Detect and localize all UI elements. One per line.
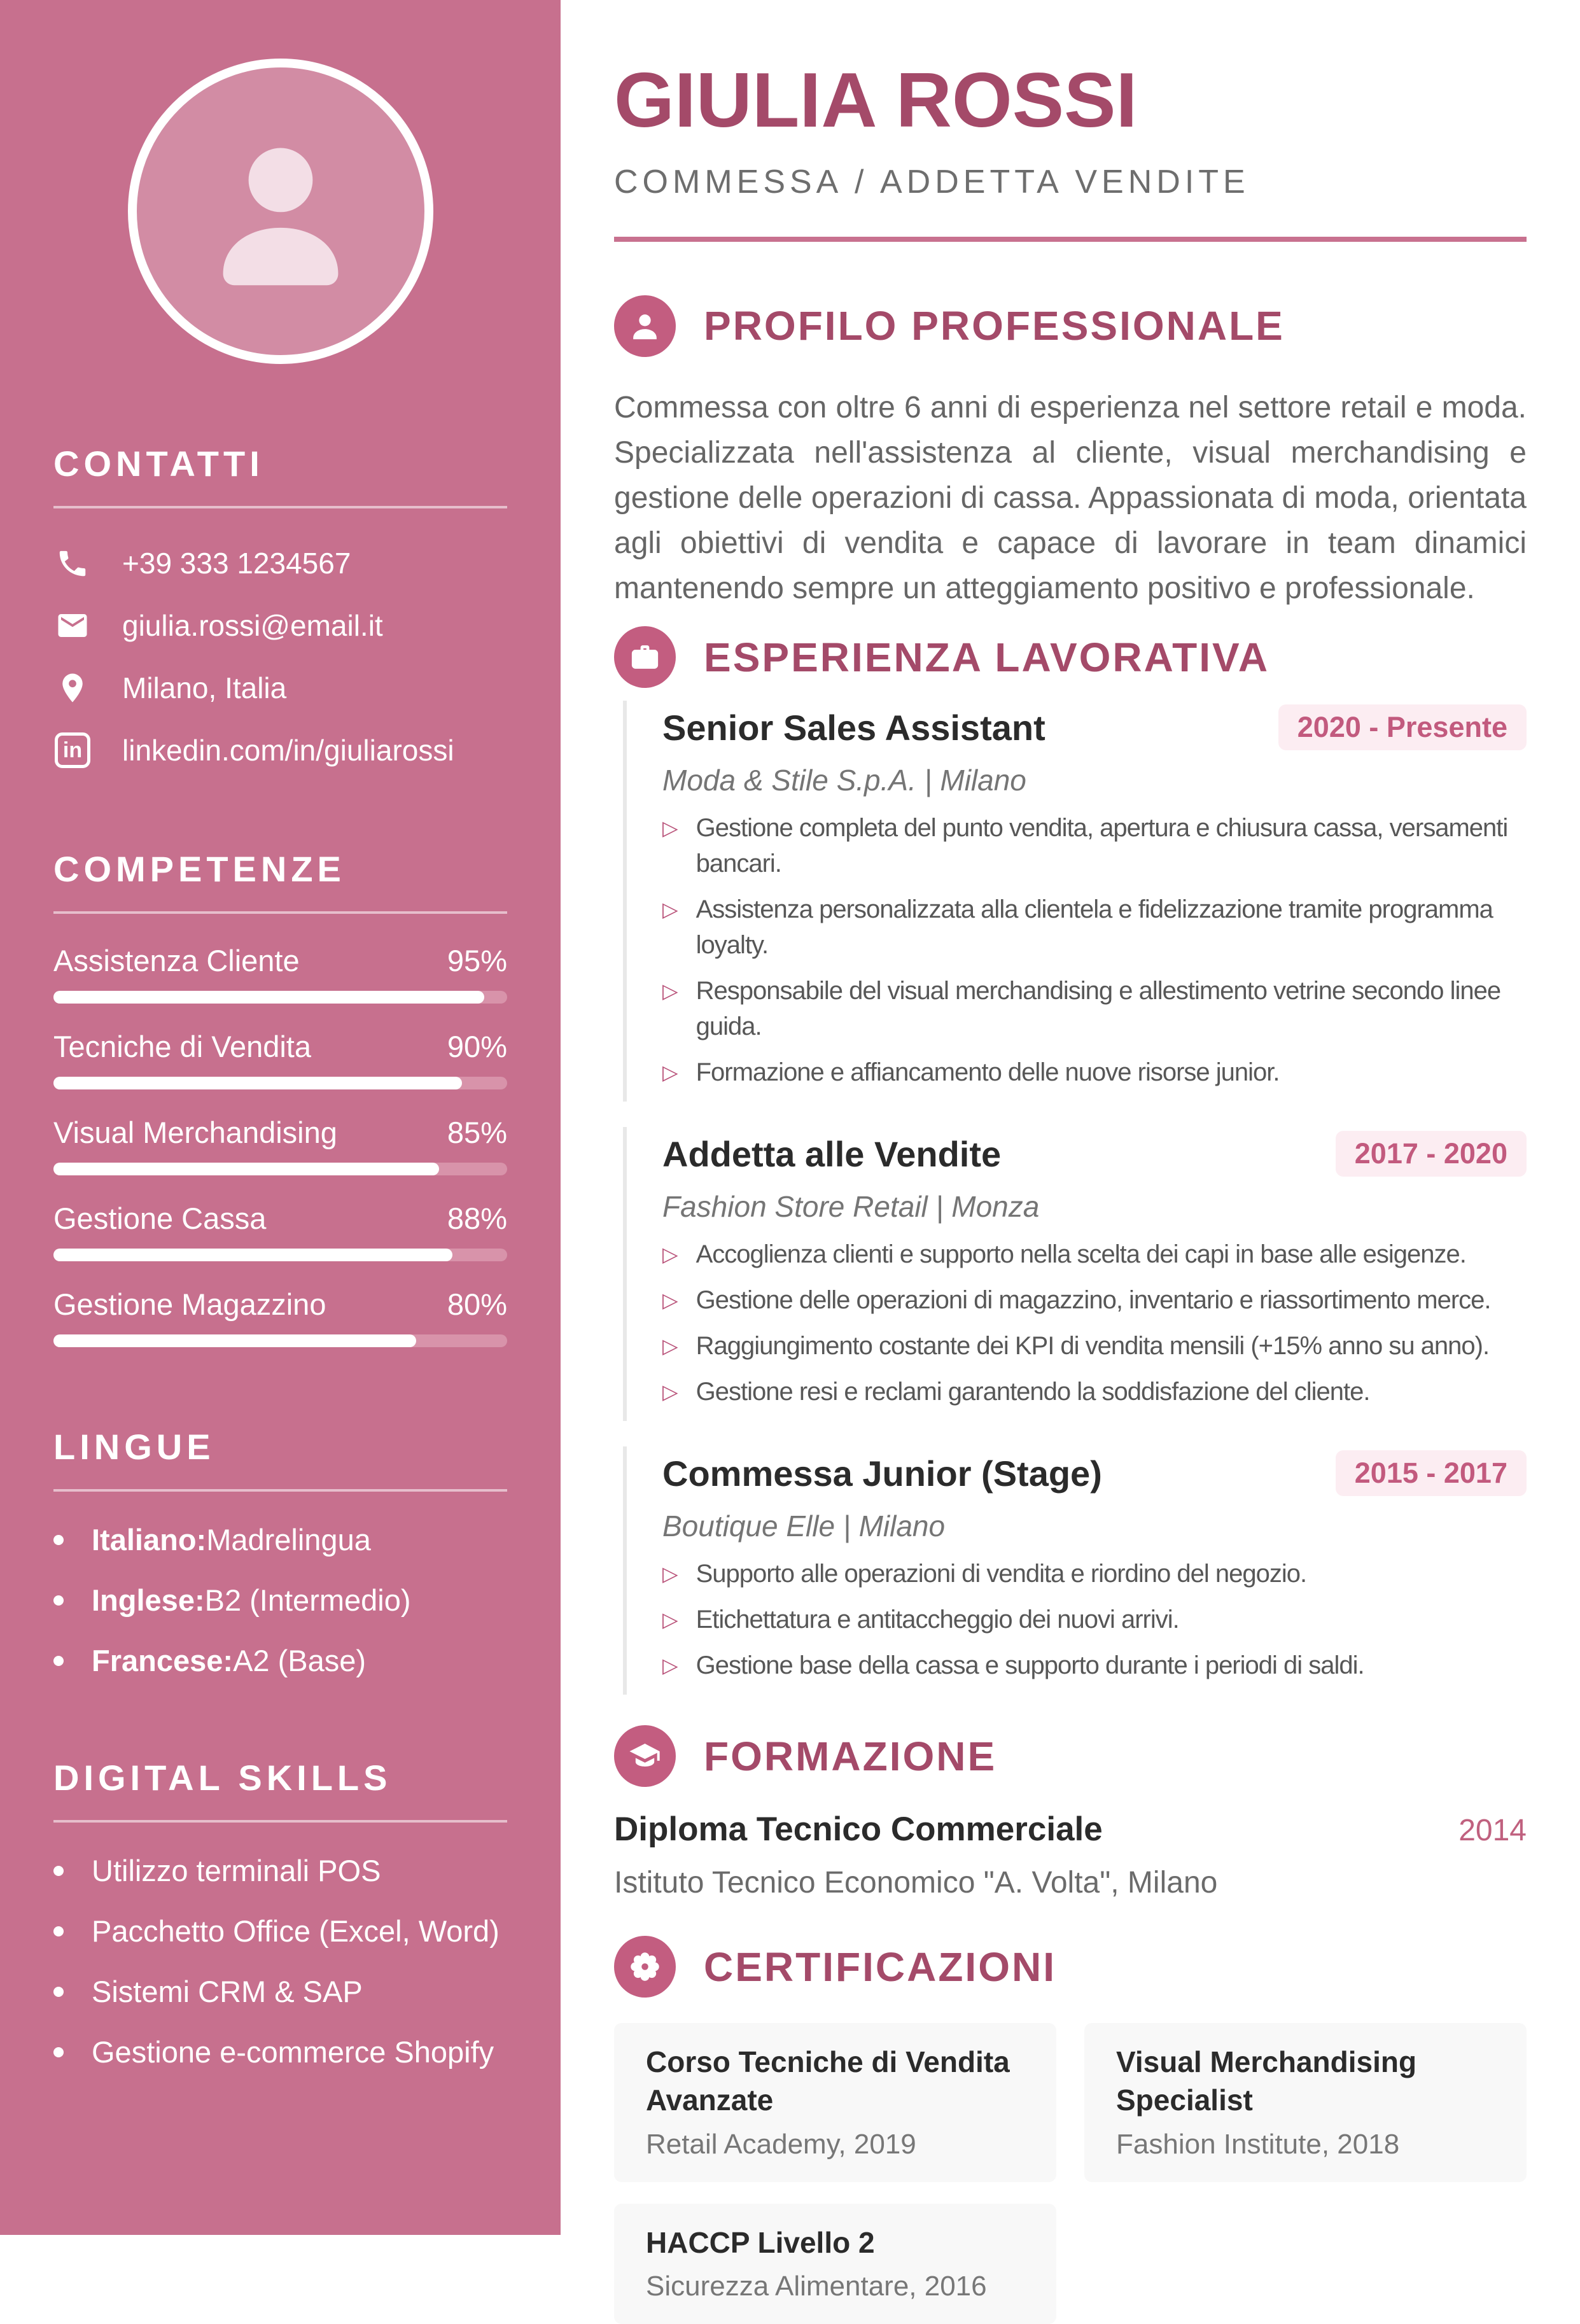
language-level: A2 (Base)	[233, 1644, 367, 1677]
language-level: Madrelingua	[206, 1523, 371, 1557]
skill-bar-track	[53, 1334, 507, 1347]
certification-issuer: Retail Academy, 2019	[646, 2128, 916, 2160]
avatar	[128, 59, 433, 364]
bullet-triangle-icon: ▷	[662, 1060, 678, 1085]
experience-section-header	[614, 626, 1527, 688]
bullet-triangle-icon: ▷	[662, 897, 678, 922]
linkedin-glyph: in	[55, 732, 90, 768]
experience-section-title: ESPERIENZA LAVORATIVA	[704, 634, 1270, 680]
linkedin-value: linkedin.com/in/giuliarossi	[122, 734, 454, 767]
divider	[53, 911, 507, 914]
contact-phone	[53, 544, 507, 582]
skill-bar-fill	[53, 991, 484, 1004]
certification-name: HACCP Livello 2	[646, 2225, 875, 2259]
bullet-dot-icon	[53, 1926, 64, 1936]
skill-label: Gestione Cassa	[53, 1201, 267, 1235]
job-entry	[623, 1127, 1527, 1421]
bullet-dot-icon	[53, 2047, 64, 2057]
bullet-triangle-icon: ▷	[662, 1607, 678, 1632]
skill-label: Tecniche di Vendita	[53, 1030, 312, 1063]
bullet-dot-icon	[53, 1595, 64, 1606]
person-icon	[182, 113, 379, 310]
job-bullet-list	[662, 1556, 1527, 1683]
skill-percent: 95%	[447, 944, 507, 977]
skill-item	[53, 1029, 507, 1089]
divider	[53, 506, 507, 508]
languages-section	[53, 1426, 507, 1678]
job-bullet: ▷ Supporto alle operazioni di vendita e riordino del negozio.	[662, 1556, 1527, 1592]
bullet-triangle-icon: ▷	[662, 1380, 678, 1404]
skill-label: Assistenza Cliente	[53, 944, 300, 977]
education-section-title: FORMAZIONE	[704, 1733, 997, 1779]
language-level: B2 (Intermedio)	[204, 1583, 411, 1617]
language-label: Italiano:	[92, 1523, 207, 1557]
job-entry	[623, 701, 1527, 1102]
contact-list	[53, 544, 507, 769]
skill-bar-fill	[53, 1077, 462, 1089]
education-section-header	[614, 1725, 1527, 1787]
skill-bar-track	[53, 1163, 507, 1175]
job-bullet: ▷ Gestione base della cassa e supporto durante i periodi di saldi.	[662, 1648, 1527, 1683]
skill-item	[53, 1287, 507, 1347]
divider	[53, 1820, 507, 1823]
job-bullet-list	[662, 1236, 1527, 1410]
job-subtitle: COMMESSA / ADDETTA VENDITE	[614, 163, 1250, 200]
divider	[53, 1489, 507, 1492]
main-column	[561, 0, 1580, 2302]
degree-title: Diploma Tecnico Commerciale	[614, 1810, 1103, 1849]
bullet-triangle-icon: ▷	[662, 1242, 678, 1267]
profile-section-title: PROFILO PROFESSIONALE	[704, 303, 1285, 349]
bullet-triangle-icon: ▷	[662, 1288, 678, 1313]
skill-percent: 90%	[447, 1030, 507, 1063]
job-company: Boutique Elle | Milano	[662, 1509, 946, 1543]
job-period-badge: 2015 - 2017	[1336, 1450, 1527, 1496]
degree-year: 2014	[1458, 1814, 1527, 1848]
languages-title: LINGUE	[53, 1427, 215, 1467]
certification-name: Visual Merchandising Specialist	[1116, 2045, 1417, 2117]
bullet-dot-icon	[53, 1656, 64, 1666]
digital-skill-label: Sistemi CRM & SAP	[92, 1975, 363, 2008]
skill-label: Gestione Magazzino	[53, 1287, 326, 1321]
phone-icon	[53, 544, 92, 582]
location-value: Milano, Italia	[122, 671, 287, 704]
contacts-title: CONTATTI	[53, 444, 264, 484]
sidebar	[0, 0, 561, 2235]
skills-title: COMPETENZE	[53, 849, 346, 889]
skill-bar-track	[53, 1249, 507, 1261]
skill-bar-fill	[53, 1163, 439, 1175]
language-list	[53, 1522, 507, 1678]
profile-icon	[614, 295, 676, 357]
job-bullet: ▷ Gestione completa del punto vendita, apertura e chiusura cassa, versamenti bancari.	[662, 810, 1527, 881]
bullet-dot-icon	[53, 1987, 64, 1997]
education-entry	[614, 1810, 1527, 1900]
language-label: Francese:	[92, 1644, 234, 1677]
certification-card	[614, 2023, 1056, 2182]
contacts-section	[53, 443, 507, 769]
bullet-triangle-icon: ▷	[662, 1334, 678, 1359]
language-item	[53, 1583, 507, 1618]
job-bullet: ▷ Raggiungimento costante dei KPI di vendita mensili (+15% anno su anno).	[662, 1328, 1527, 1364]
job-period-badge: 2017 - 2020	[1336, 1131, 1527, 1177]
certification-card	[614, 2204, 1056, 2324]
bullet-triangle-icon: ▷	[662, 1653, 678, 1678]
skill-percent: 80%	[447, 1287, 507, 1321]
skills-list	[53, 943, 507, 1347]
job-title: Addetta alle Vendite	[662, 1133, 1002, 1174]
certifications-section-title: CERTIFICAZIONI	[704, 1943, 1056, 1990]
skill-percent: 85%	[447, 1116, 507, 1149]
language-item	[53, 1522, 507, 1557]
job-bullet: ▷ Etichettatura e antitaccheggio dei nuovi arrivi.	[662, 1602, 1527, 1637]
rosette-icon	[614, 1936, 676, 1998]
digital-skill-item	[53, 1853, 507, 1888]
digital-skill-label: Pacchetto Office (Excel, Word)	[92, 1914, 500, 1948]
header-divider	[614, 237, 1527, 242]
profile-section-header	[614, 295, 1527, 357]
certification-card	[1084, 2023, 1527, 2182]
digital-skill-item	[53, 1914, 507, 1949]
linkedin-icon	[53, 731, 92, 769]
digital-skill-label: Gestione e-commerce Shopify	[92, 2035, 494, 2069]
mail-icon	[53, 606, 92, 645]
bullet-dot-icon	[53, 1866, 64, 1876]
skill-bar-track	[53, 991, 507, 1004]
contact-location	[53, 669, 507, 707]
certification-name: Corso Tecniche di Vendita Avanzate	[646, 2045, 1010, 2117]
digital-skill-item	[53, 1974, 507, 2009]
bullet-dot-icon	[53, 1535, 64, 1545]
job-bullet: ▷ Assistenza personalizzata alla clientela e fidelizzazione tramite programma loyalty.	[662, 892, 1527, 963]
skill-label: Visual Merchandising	[53, 1116, 337, 1149]
location-icon	[53, 669, 92, 707]
job-company: Moda & Stile S.p.A. | Milano	[662, 764, 1026, 797]
job-title: Commessa Junior (Stage)	[662, 1453, 1102, 1494]
page-title: GIULIA ROSSI	[614, 57, 1138, 143]
bullet-triangle-icon: ▷	[662, 1562, 678, 1586]
contact-linkedin[interactable]	[53, 731, 507, 769]
digital-skill-label: Utilizzo terminali POS	[92, 1854, 381, 1887]
skill-item	[53, 943, 507, 1004]
skill-item	[53, 1115, 507, 1175]
certification-grid	[614, 2023, 1527, 2324]
job-bullet: ▷ Accoglienza clienti e supporto nella scelta dei capi in base alle esigenze.	[662, 1236, 1527, 1272]
profile-summary: Commessa con oltre 6 anni di esperienza nel settore retail e moda. Specializzata nell'assistenza al cliente, visual merchandising e gestione delle operazioni di cassa. Appassionata di moda, orientata agli obiettivi di vendita e capace di lavorare in team dinamici mantenendo sempre un atteggiamento positivo e professionale.	[614, 390, 1527, 606]
digital-skills-list	[53, 1853, 507, 2069]
skills-section	[53, 848, 507, 1347]
job-bullet: ▷ Formazione e affiancamento delle nuove risorse junior.	[662, 1054, 1527, 1090]
certifications-section-header	[614, 1936, 1527, 1998]
bullet-triangle-icon: ▷	[662, 816, 678, 841]
school-name: Istituto Tecnico Economico "A. Volta", Milano	[614, 1866, 1218, 1900]
digital-skills-title: DIGITAL SKILLS	[53, 1758, 392, 1798]
skill-bar-track	[53, 1077, 507, 1089]
skill-bar-fill	[53, 1249, 452, 1261]
graduation-cap-icon	[614, 1725, 676, 1787]
digital-skills-section	[53, 1757, 507, 2069]
job-title: Senior Sales Assistant	[662, 707, 1045, 748]
job-bullet: ▷ Responsabile del visual merchandising e allestimento vetrine secondo linee guida.	[662, 973, 1527, 1044]
language-item	[53, 1643, 507, 1678]
phone-value: +39 333 1234567	[122, 547, 351, 580]
contact-email[interactable]	[53, 606, 507, 645]
skill-percent: 88%	[447, 1201, 507, 1235]
job-bullet: ▷ Gestione resi e reclami garantendo la soddisfazione del cliente.	[662, 1374, 1527, 1410]
job-bullet: ▷ Gestione delle operazioni di magazzino, inventario e riassortimento merce.	[662, 1282, 1527, 1318]
briefcase-icon	[614, 626, 676, 688]
job-entry	[623, 1446, 1527, 1695]
email-value: giulia.rossi@email.it	[122, 609, 383, 642]
digital-skill-item	[53, 2034, 507, 2069]
skill-item	[53, 1201, 507, 1261]
certification-issuer: Sicurezza Alimentare, 2016	[646, 2271, 987, 2302]
job-bullet-list	[662, 810, 1527, 1090]
certification-issuer: Fashion Institute, 2018	[1116, 2128, 1400, 2160]
job-list	[614, 701, 1527, 1695]
job-company: Fashion Store Retail | Monza	[662, 1190, 1040, 1224]
skill-bar-fill	[53, 1334, 416, 1347]
language-label: Inglese:	[92, 1583, 205, 1617]
job-period-badge: 2020 - Presente	[1278, 704, 1527, 750]
bullet-triangle-icon: ▷	[662, 979, 678, 1004]
